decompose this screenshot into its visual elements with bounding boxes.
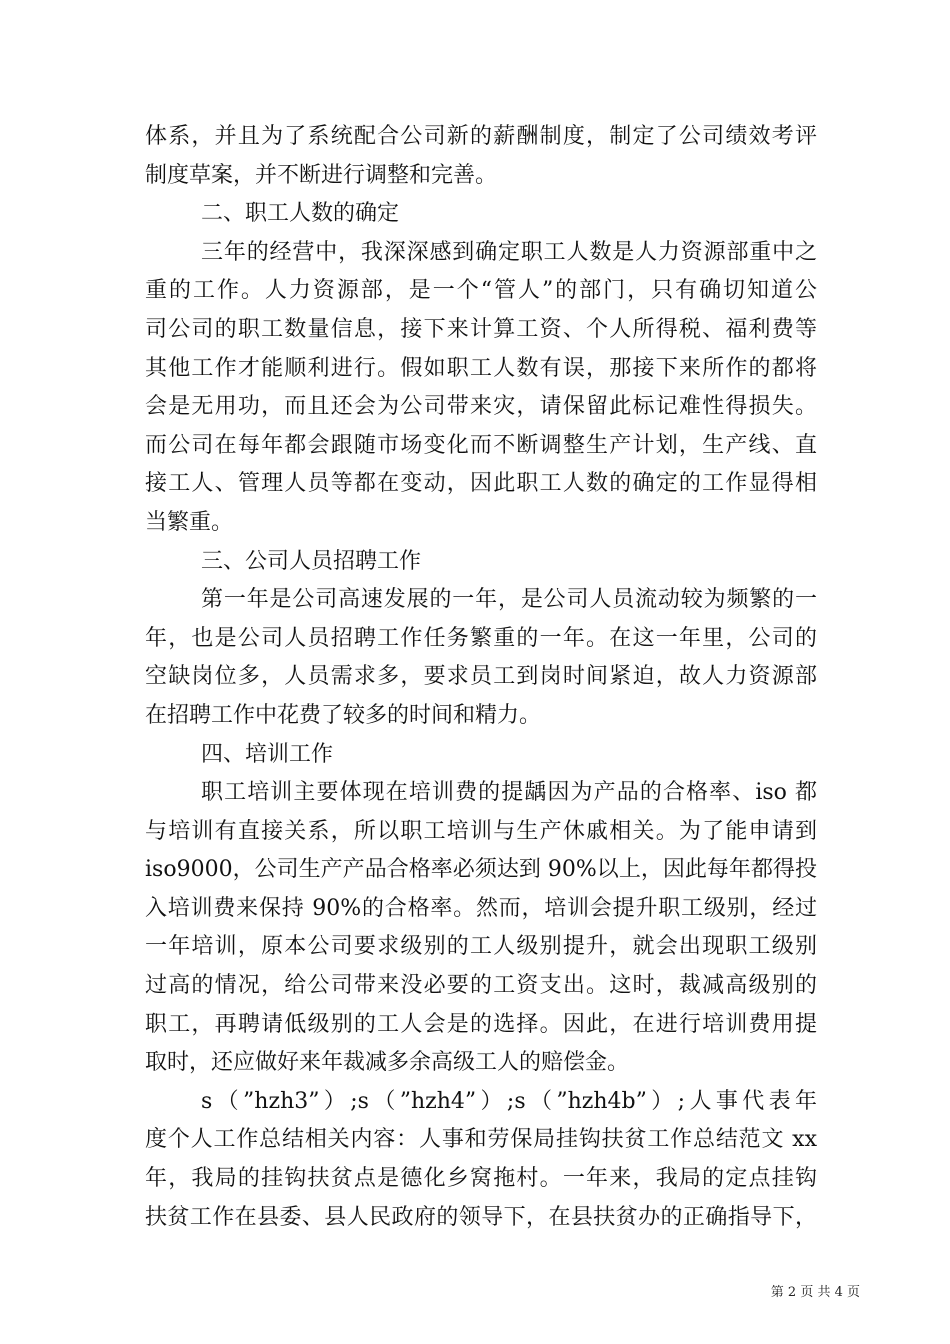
page-number-footer: 第 2 页 共 4 页 [770, 1285, 860, 1300]
section-heading-2: 二、职工人数的确定 [201, 201, 400, 227]
text-line-9: 而公司在每年都会跟随市场变化而不断调整生产计划，生产线、直 [145, 432, 817, 458]
text-line-5: 重的工作。人力资源部，是一个“管人”的部门，只有确切知道公 [145, 278, 817, 304]
text-line-11: 当繁重。 [145, 509, 234, 535]
text-line-26: s（”hzh3”）;s（”hzh4”）;s（”hzh4b”）;人事代表年 [201, 1088, 817, 1114]
text-line-25: 取时，还应做好来年裁减多余高级工人的赔偿金。 [145, 1050, 630, 1076]
text-line-1: 体系，并且为了系统配合公司新的薪酬制度，制定了公司绩效考评 [145, 124, 817, 149]
text-line-8: 会是无用功，而且还会为公司带来灾，请保留此标记难性得损失。 [145, 394, 817, 420]
text-line-16: 在招聘工作中花费了较多的时间和精力。 [145, 702, 542, 728]
text-line-15: 空缺岗位多，人员需求多，要求员工到岗时间紧迫，故人力资源部 [145, 664, 817, 690]
text-line-29: 扶贫工作在县委、县人民政府的领导下，在县扶贫办的正确指导下， [145, 1204, 817, 1230]
text-line-28: 年，我局的挂钩扶贫点是德化乡窝拖村。一年来，我局的定点挂钩 [145, 1166, 817, 1192]
text-line-7: 其他工作才能顺利进行。假如职工人数有误，那接下来所作的都将 [145, 355, 817, 381]
text-line-24: 职工，再聘请低级别的工人会是的选择。因此，在进行培训费用提 [145, 1011, 817, 1037]
text-line-22: 一年培训，原本公司要求级别的工人级别提升，就会出现职工级别 [145, 934, 817, 960]
text-line-14: 年，也是公司人员招聘工作任务繁重的一年。在这一年里，公司的 [145, 625, 817, 651]
text-line-6: 司公司的职工数量信息，接下来计算工资、个人所得税、福利费等 [145, 316, 817, 342]
text-line-20: iso9000，公司生产产品合格率必须达到 90%以上，因此每年都得投 [145, 857, 817, 883]
text-line-13: 第一年是公司高速发展的一年，是公司人员流动较为频繁的一 [201, 587, 817, 613]
text-line-2: 制度草案，并不断进行调整和完善。 [145, 162, 498, 188]
text-line-21: 入培训费来保持 90%的合格率。然而，培训会提升职工级别，经过 [145, 895, 817, 921]
text-line-27: 度个人工作总结相关内容：人事和劳保局挂钩扶贫工作总结范文 xx [145, 1127, 817, 1153]
text-line-23: 过高的情况，给公司带来没必要的工资支出。这时，裁减高级别的 [145, 973, 817, 999]
section-heading-3: 三、公司人员招聘工作 [201, 548, 422, 574]
text-line-19: 与培训有直接关系，所以职工培训与生产休戚相关。为了能申请到 [145, 818, 817, 844]
text-line-18: 职工培训主要体现在培训费的提龋因为产品的合格率、iso 都 [201, 780, 817, 806]
document-body [145, 118, 817, 1237]
section-heading-4: 四、培训工作 [201, 741, 334, 767]
text-line-10: 接工人、管理人员等都在变动，因此职工人数的确定的工作显得相 [145, 471, 817, 497]
text-line-4: 三年的经营中，我深深感到确定职工人数是人力资源部重中之 [201, 239, 817, 265]
